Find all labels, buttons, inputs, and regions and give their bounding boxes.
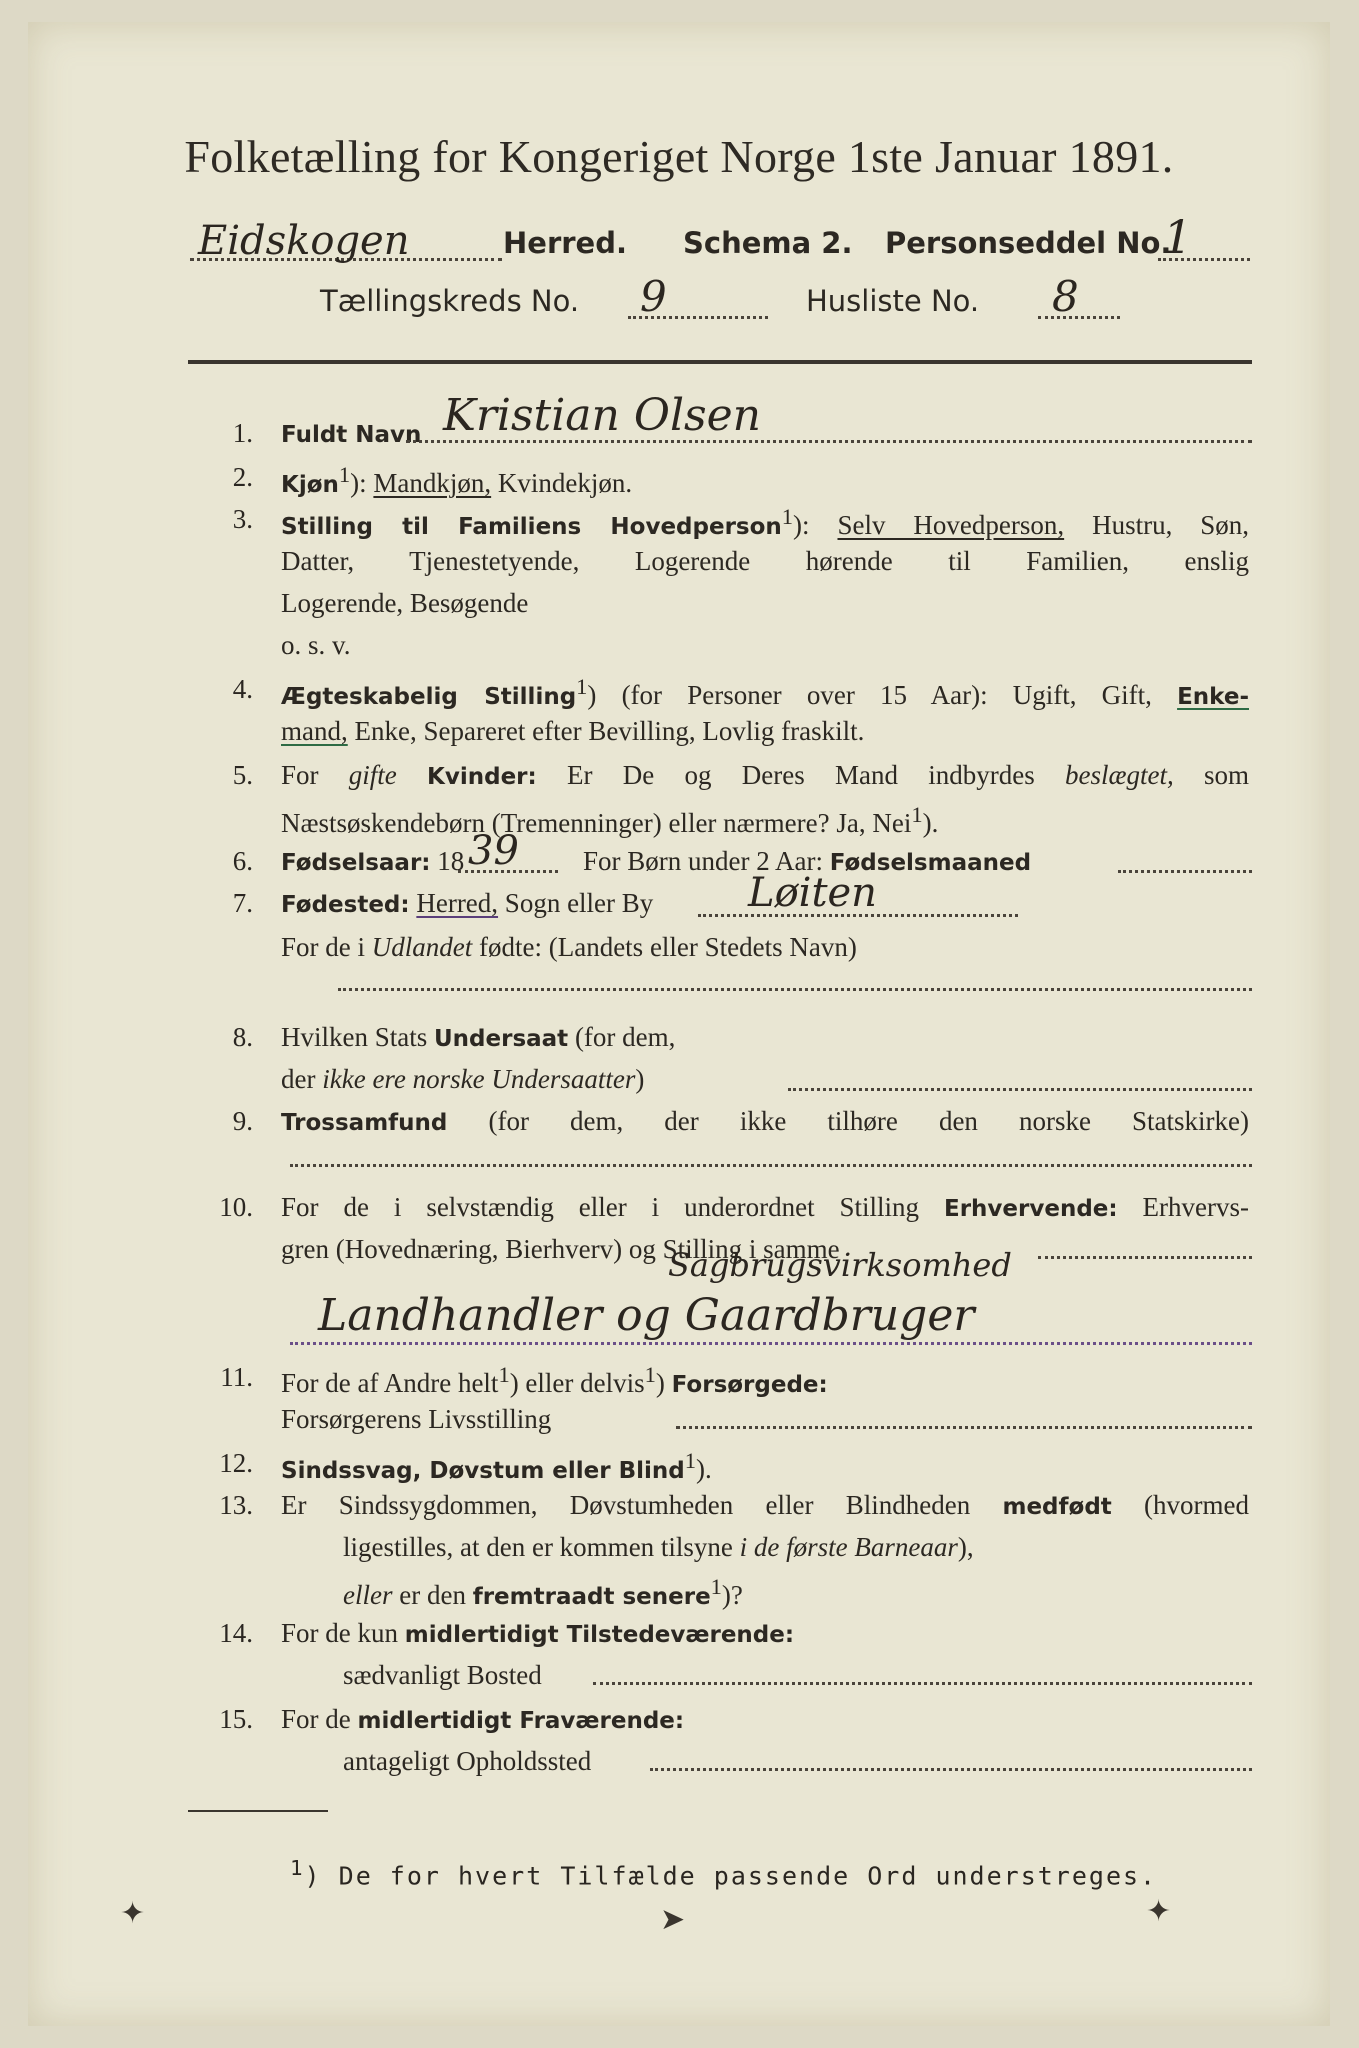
item-6-value: 39 — [468, 828, 519, 874]
item-13-line-3i: eller — [343, 1580, 393, 1610]
item-10-field-line-2 — [290, 1342, 1252, 1345]
footnote — [290, 1856, 1157, 1890]
item-13-line-3a: er den — [399, 1580, 466, 1610]
husliste-label: Husliste No. — [806, 284, 980, 318]
item-6-field-line-2 — [1118, 870, 1252, 873]
kreds-field-line — [628, 316, 768, 319]
item-4-opt-enkemand-b: mand, — [281, 716, 348, 746]
item-11-sup: 1 — [498, 1362, 510, 1387]
item-7-field-line-2 — [338, 988, 1252, 991]
item-11-label: Forsørgede: — [671, 1372, 828, 1398]
item-6-text: For Børn under 2 Aar: — [583, 846, 823, 876]
item-7-opt-herred: Herred, — [416, 888, 499, 918]
form-title: Folketælling for Kongeriget Norge 1ste Januar 1891. — [184, 131, 1174, 182]
kreds-value: 9 — [640, 272, 667, 321]
item-11-pre: For de af Andre helt — [281, 1368, 499, 1398]
item-15-pre: For de — [281, 1704, 351, 1734]
item-2-opt-mandkjon: Mandkjøn, — [373, 468, 492, 498]
item-1-value: Kristian Olsen — [443, 390, 761, 441]
item-7-label: Fødested: — [281, 892, 410, 918]
item-8-line-2b: ) — [635, 1064, 645, 1094]
item-13-sup: 1 — [710, 1574, 722, 1599]
item-10-line-1 — [281, 1192, 1249, 1223]
item-13-rest: (hvormed — [1144, 1490, 1250, 1520]
item-11-number: 11. — [220, 1362, 253, 1392]
item-8-line-1 — [281, 1022, 675, 1053]
registration-mark-center: ➤ — [660, 1902, 686, 1937]
item-4-rest: Enke, Separeret efter Bevilling, Lovlig fraskilt. — [354, 716, 865, 746]
item-10-rest: Erhvervs- — [1142, 1192, 1250, 1222]
item-2-label: Kjøn — [281, 472, 339, 498]
item-8-pre: Hvilken Stats — [281, 1022, 428, 1052]
item-11-mid: ) eller delvis — [509, 1368, 645, 1398]
footnote-rule — [188, 1810, 328, 1812]
schema-label: Schema 2. — [683, 226, 853, 260]
item-14-number: 14. — [219, 1618, 253, 1648]
husliste-field-line — [1038, 316, 1120, 319]
item-14-pre: For de kun — [281, 1618, 398, 1648]
item-10-label: Erhvervende: — [944, 1196, 1118, 1222]
item-1-label: Fuldt Navn — [281, 422, 422, 448]
item-5-number: 5. — [232, 760, 253, 790]
item-7-value: Løiten — [748, 870, 877, 916]
item-12-label: Sindssvag, Døvstum eller Blind — [281, 1458, 685, 1484]
item-7-udlandet: Udlandet — [371, 932, 473, 962]
item-8-field-line — [788, 1088, 1252, 1091]
item-10-value-insert: Sagbrugsvirksomhed — [668, 1246, 1012, 1284]
personseddel-label: Personseddel No. — [885, 226, 1172, 260]
item-10-field-line — [1038, 1256, 1252, 1259]
item-8-number: 8. — [232, 1022, 253, 1052]
item-13-end: )? — [721, 1580, 743, 1610]
item-6-prefix: 18 — [437, 846, 465, 876]
item-10-value: Landhandler og Gaardbruger — [318, 1290, 975, 1341]
item-13-line-3b: fremtraadt senere — [472, 1584, 711, 1610]
item-6-label-2: Fødselsmaaned — [829, 850, 1032, 876]
item-5-pre: For — [281, 760, 319, 790]
item-6-field-line — [458, 870, 558, 873]
item-5-text: Er De og Deres Mand indbyrdes — [567, 760, 1035, 790]
registration-mark-right: ✦ — [1146, 1894, 1172, 1929]
item-15-field-line — [650, 1768, 1252, 1771]
item-15-line-2: antageligt Opholdssted — [343, 1746, 592, 1776]
item-9-rest: (for dem, der ikke tilhøre den norske Statskirke) — [488, 1106, 1250, 1136]
item-7-field-line — [698, 914, 1018, 917]
item-11-end: ) — [655, 1368, 665, 1398]
item-12-line — [281, 1448, 712, 1485]
personseddel-value: 1 — [1163, 210, 1193, 264]
item-3-opt-selv-hovedperson: Selv Hovedperson, — [837, 510, 1065, 540]
item-4-number: 4. — [232, 674, 253, 704]
kreds-label: Tællingskreds No. — [320, 284, 580, 318]
item-15-line-1 — [281, 1704, 684, 1735]
registration-mark-left: ✦ — [120, 1896, 146, 1931]
item-11-sup-2: 1 — [644, 1362, 656, 1387]
item-4-sup: 1 — [576, 674, 588, 699]
item-7-text: Sogn eller By — [504, 888, 654, 918]
item-12-number: 12. — [219, 1448, 253, 1478]
item-5-beslaegtet: beslægtet, — [1064, 760, 1174, 790]
item-10-pre: For de i selvstændig eller i underordnet Stilling — [281, 1192, 920, 1222]
census-form-page — [28, 22, 1330, 2026]
item-4-opt-enkemand-a: Enke- — [1177, 684, 1249, 710]
item-12-end: ). — [696, 1454, 712, 1484]
item-11-field-line — [676, 1426, 1252, 1429]
item-9-number: 9. — [232, 1106, 253, 1136]
item-14-line-2: sædvanligt Bosted — [343, 1660, 542, 1690]
item-3-rest: Hustru, Søn, — [1092, 510, 1250, 540]
item-9-line — [281, 1106, 1249, 1137]
item-13-pre: Er Sindssygdommen, Døvstumheden eller Blindheden — [281, 1490, 971, 1520]
item-14-line-1 — [281, 1618, 794, 1649]
item-13-line-2i: i de første Barneaar — [739, 1532, 958, 1562]
item-7-line-2a: For de i — [281, 932, 365, 962]
item-7-line-1 — [281, 888, 653, 919]
item-3-line-1 — [281, 504, 1249, 541]
item-6-number: 6. — [232, 846, 253, 876]
item-4-label: Ægteskabelig Stilling — [281, 684, 577, 710]
item-2-opt-kvindekjon: Kvindekjøn. — [497, 468, 633, 498]
item-13-line-2a: ligestilles, at den er kommen tilsyne — [343, 1532, 733, 1562]
item-6-label: Fødselsaar: — [281, 850, 431, 876]
item-10-number: 10. — [219, 1192, 253, 1222]
item-6-line — [281, 846, 464, 877]
item-9-field-line — [290, 1164, 1252, 1167]
item-5-gifte: gifte — [348, 760, 397, 790]
item-3-line-2: Datter, Tjenestetyende, Logerende hørende til Familien, enslig — [281, 546, 1249, 576]
item-8-rest: (for dem, — [574, 1022, 676, 1052]
item-7-line-2b: fødte: (Landets eller Stedets Navn) — [479, 932, 857, 962]
item-14-field-line — [593, 1682, 1252, 1685]
item-8-line-2 — [281, 1064, 644, 1095]
item-2-line — [281, 462, 632, 499]
item-3-number: 3. — [232, 504, 253, 534]
item-12-sup: 1 — [684, 1448, 697, 1473]
item-14-label: midlertidigt Tilstedeværende: — [404, 1622, 795, 1648]
footnote-text: ) De for hvert Tilfælde passende Ord understreges. — [304, 1861, 1158, 1891]
item-13-line-2 — [343, 1532, 974, 1563]
item-13-line-2b: ), — [957, 1532, 974, 1562]
item-8-label: Undersaat — [434, 1026, 569, 1052]
item-3-sup: 1 — [781, 504, 794, 529]
item-5-line-2 — [281, 802, 938, 839]
item-5-line-1 — [281, 760, 1249, 791]
item-2-sup: 1 — [338, 462, 351, 487]
personseddel-field-line — [1158, 258, 1250, 261]
herred-value: Eidskogen — [198, 218, 410, 264]
footnote-sup: 1 — [290, 1856, 305, 1880]
item-2-number: 2. — [232, 462, 253, 492]
item-13-label: medfødt — [1002, 1494, 1112, 1520]
item-3-line-3: Logerende, Besøgende — [281, 588, 529, 618]
item-7-number: 7. — [232, 888, 253, 918]
item-4-text: ) (for Personer over 15 Aar): Ugift, Gift, — [587, 680, 1152, 710]
item-11-line-1 — [281, 1362, 828, 1399]
item-7-line-2 — [281, 932, 857, 963]
item-5-end: ). — [922, 808, 939, 838]
item-8-line-2a: der — [281, 1064, 316, 1094]
item-1-line — [281, 418, 421, 449]
item-1-number: 1. — [232, 418, 253, 448]
item-11-line-2: Forsørgerens Livsstilling — [281, 1404, 552, 1434]
item-3-label: Stilling til Familiens Hovedperson — [281, 514, 782, 540]
item-5-sup: 1 — [911, 802, 923, 827]
item-1-field-line — [406, 440, 1252, 443]
item-15-number: 15. — [219, 1704, 253, 1734]
item-4-line-2 — [281, 716, 864, 747]
herred-label: Herred. — [503, 226, 627, 260]
item-5-som: som — [1204, 760, 1250, 790]
item-5-label: Kvinder: — [427, 764, 537, 790]
item-13-number: 13. — [219, 1490, 253, 1520]
item-4-line-1 — [281, 674, 1249, 711]
husliste-value: 8 — [1052, 272, 1079, 321]
item-15-label: midlertidigt Fraværende: — [357, 1708, 685, 1734]
item-10-line-2: gren (Hovednæring, Bierhverv) og Stilling i samme — [281, 1234, 840, 1264]
item-8-line-2i: ikke ere norske Undersaatter — [322, 1064, 636, 1094]
item-5-line-2-text: Næstsøskendebørn (Tremenninger) eller nærmere? Ja, Nei — [281, 808, 912, 838]
item-3-line-4: o. s. v. — [281, 630, 351, 660]
item-2-sep: ): — [350, 468, 367, 498]
item-9-label: Trossamfund — [281, 1110, 448, 1136]
item-13-line-1 — [281, 1490, 1249, 1521]
header-rule — [188, 360, 1252, 364]
item-13-line-3 — [343, 1574, 743, 1611]
item-3-sep: ): — [793, 510, 810, 540]
